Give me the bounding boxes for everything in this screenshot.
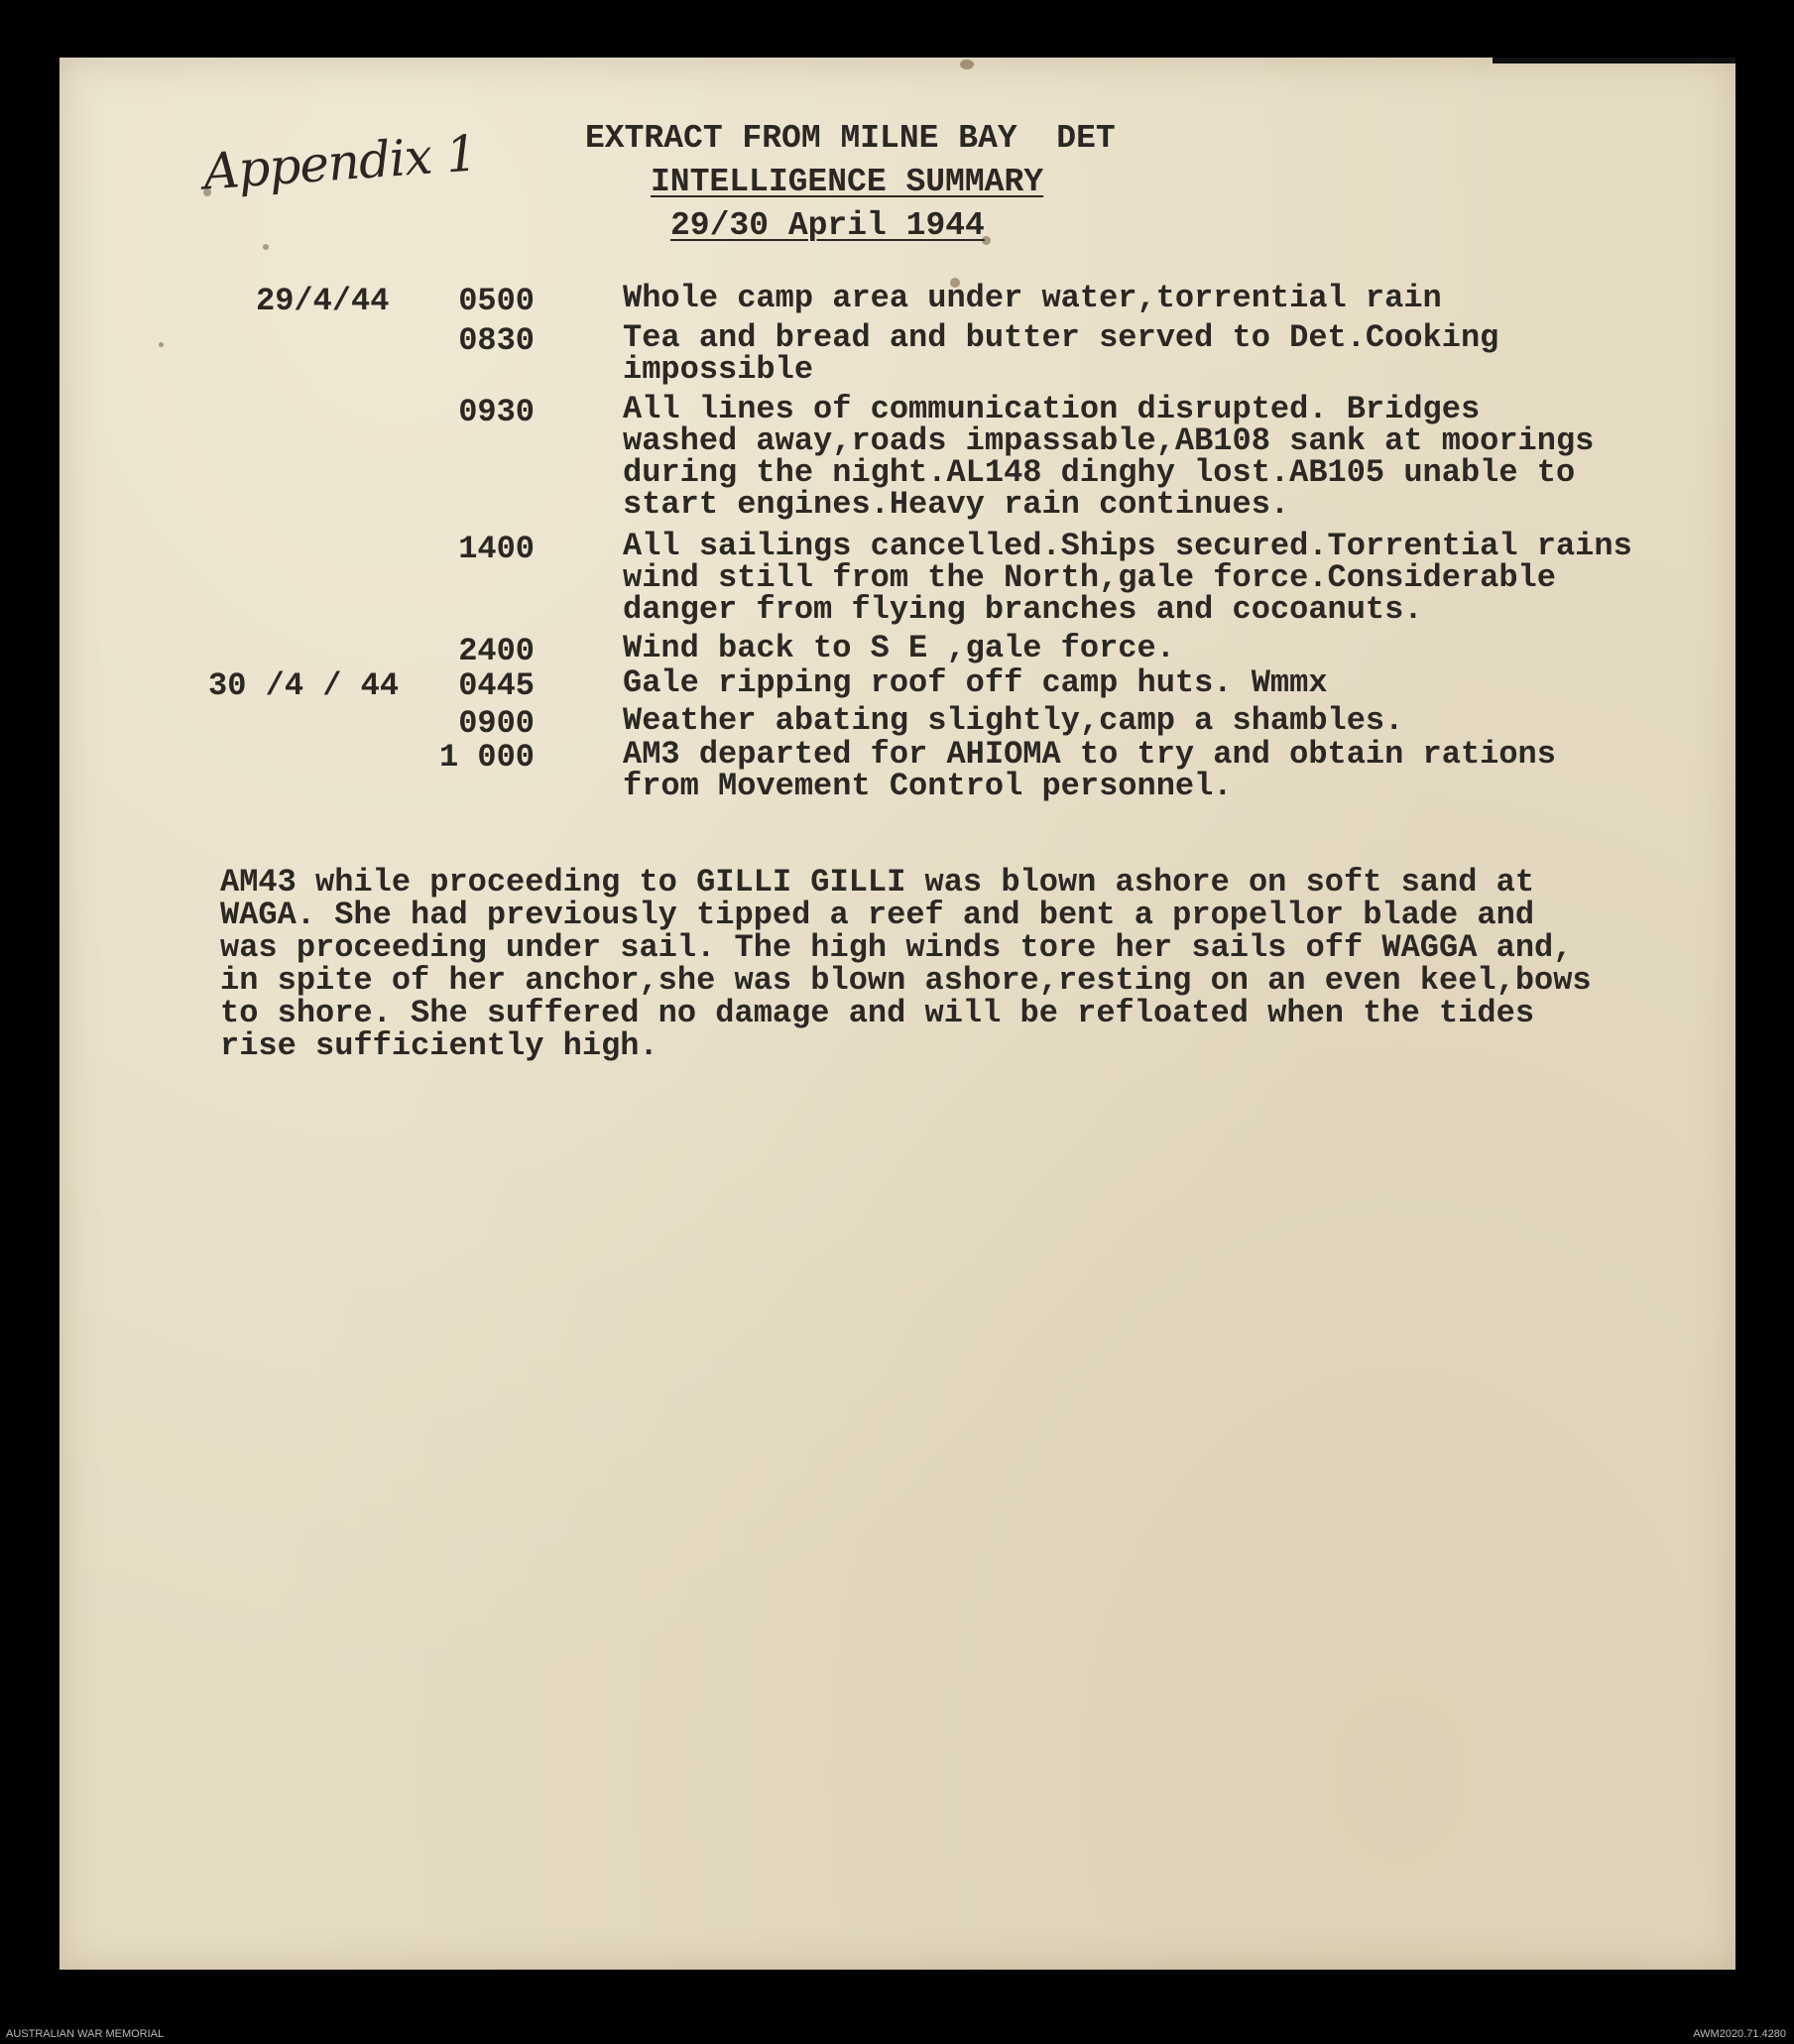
- entry-time: 0500: [458, 283, 535, 319]
- entry-text: All sailings cancelled.Ships secured.Torrential rains wind still from the North,gale force.Considerable danger from flying branches and cocoanuts.: [623, 528, 1632, 628]
- stain-spot: [960, 60, 974, 69]
- narrative-paragraph: AM43 while proceeding to GILLI GILLI was blown ashore on soft sand at WAGA. She had previously tipped a reef and bent a propellor blade and was proceeding under sail. The high winds tore her sails off WAGGA and, in spite of her anchor,she was blown ashore,resting on an even keel,bows to shore. She suffered no damage and will be refloated when the tides rise sufficiently high.: [220, 864, 1592, 1064]
- page-edge-tab: [1493, 58, 1735, 63]
- entry-time: 2400: [458, 633, 535, 669]
- entry-text: Whole camp area under water,torrential rain: [623, 280, 1442, 316]
- entry-text: All lines of communication disrupted. Bridges washed away,roads impassable,AB108 sank at moorings during the night.AL148 dinghy lost.AB105 unable to start engines.Heavy rain continues.: [623, 391, 1595, 523]
- entry-text: Gale ripping roof off camp huts. Wmmx: [623, 664, 1328, 701]
- entry-text: Wind back to S E ,gale force.: [623, 630, 1175, 666]
- entry-text: Weather abating slightly,camp a shambles.: [623, 702, 1404, 739]
- entry-time: 0830: [458, 322, 535, 359]
- entry-time: 1400: [458, 531, 535, 567]
- entry-date: 30 /4 / 44: [208, 667, 400, 704]
- entry-date: 29/4/44: [256, 283, 390, 319]
- heading-line-1: EXTRACT FROM MILNE BAY DET: [585, 120, 1116, 157]
- entry-text: Tea and bread and butter served to Det.Cooking impossible: [623, 319, 1499, 388]
- footer-reference: AWM2020.71.4280: [1693, 2028, 1786, 2040]
- entry-time: 0900: [458, 705, 535, 742]
- heading-line-3: 29/30 April 1944: [670, 207, 985, 244]
- handwritten-annotation: Appendix 1: [201, 124, 479, 201]
- stain-spot: [159, 342, 164, 347]
- footer-source: AUSTRALIAN WAR MEMORIAL: [6, 2028, 165, 2040]
- entry-time: 0930: [458, 394, 535, 430]
- stain-spot: [263, 244, 269, 250]
- document-heading: [585, 117, 1116, 248]
- heading-line-2: INTELLIGENCE SUMMARY: [651, 164, 1044, 200]
- entry-time: 0445: [458, 667, 535, 704]
- entry-text: AM3 departed for AHIOMA to try and obtain rations from Movement Control personnel.: [623, 736, 1556, 804]
- entry-time: 1 000: [438, 739, 535, 776]
